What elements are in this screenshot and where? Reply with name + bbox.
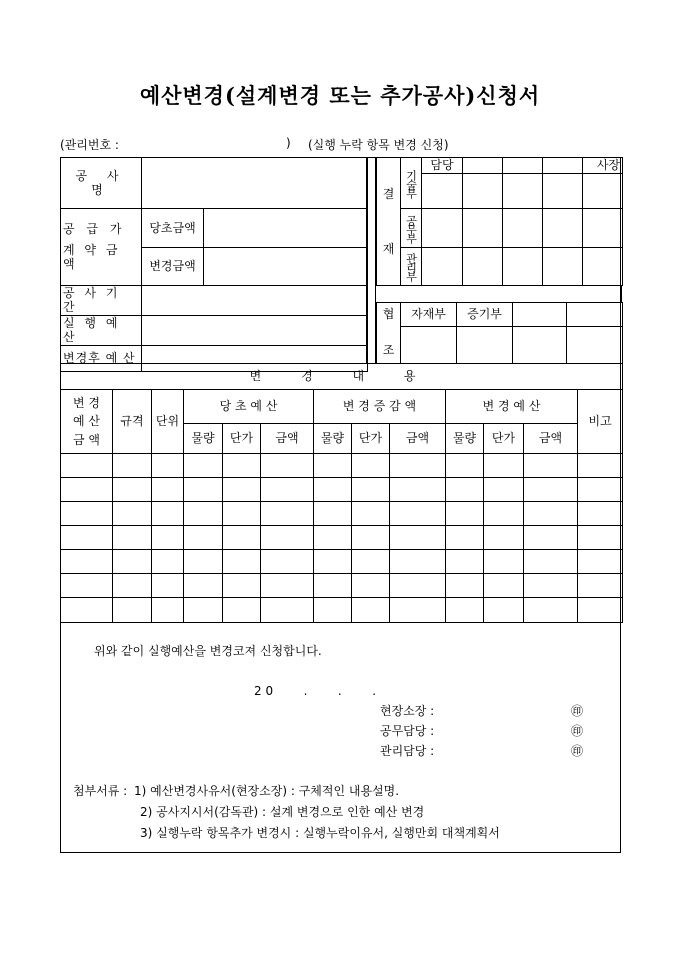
col-item xyxy=(61,390,113,454)
table-cell[interactable] xyxy=(223,478,261,502)
sign-cell[interactable] xyxy=(422,209,463,248)
table-cell[interactable] xyxy=(446,550,484,574)
sign-cell[interactable] xyxy=(543,209,583,248)
sign-cell[interactable] xyxy=(543,174,583,209)
cooperation-label-bottom: 조 xyxy=(382,343,395,358)
table-cell[interactable] xyxy=(61,454,113,478)
table-cell[interactable] xyxy=(223,526,261,550)
table-cell[interactable] xyxy=(390,478,446,502)
sign-cell[interactable] xyxy=(463,248,503,286)
table-row xyxy=(61,526,623,550)
table-row xyxy=(61,502,623,526)
table-cell[interactable] xyxy=(152,526,184,550)
table-cell[interactable] xyxy=(113,550,152,574)
sign-cell[interactable] xyxy=(583,209,623,248)
signature-management: 관리담당 : xyxy=(380,744,435,758)
table-cell[interactable] xyxy=(314,574,352,598)
sign-cell[interactable] xyxy=(457,327,513,364)
table-cell[interactable] xyxy=(113,598,152,623)
table-cell[interactable] xyxy=(578,478,623,502)
cooperation-label xyxy=(377,303,401,364)
project-name-label: 공 사 명 xyxy=(61,158,142,209)
table-cell[interactable] xyxy=(184,550,223,574)
table-cell[interactable] xyxy=(578,502,623,526)
seal-icon: ㊞ xyxy=(571,744,584,758)
table-cell[interactable] xyxy=(113,478,152,502)
col-item-line3: 금 액 xyxy=(73,432,100,447)
table-cell[interactable] xyxy=(446,502,484,526)
table-cell[interactable] xyxy=(446,574,484,598)
original-amount-field[interactable] xyxy=(204,209,368,248)
table-cell[interactable] xyxy=(113,454,152,478)
sub-qty: 물량 xyxy=(184,424,223,454)
table-cell[interactable] xyxy=(113,526,152,550)
exec-budget-field[interactable] xyxy=(142,315,368,345)
attachment-item: 2) 공사지시서(감독관) : 설계 변경으로 인한 예산 변경 xyxy=(140,805,425,819)
table-cell[interactable] xyxy=(578,454,623,478)
change-content-title: 변 경 내 용 xyxy=(61,364,623,390)
project-info-table xyxy=(60,157,368,372)
table-cell[interactable] xyxy=(352,478,390,502)
table-cell[interactable] xyxy=(261,526,314,550)
table-cell[interactable] xyxy=(314,478,352,502)
table-cell[interactable] xyxy=(390,454,446,478)
sign-cell[interactable] xyxy=(543,248,583,286)
table-cell[interactable] xyxy=(113,574,152,598)
table-cell[interactable] xyxy=(61,526,113,550)
seal-icon: ㊞ xyxy=(571,724,584,738)
approval-header-first: 담당 xyxy=(422,158,463,174)
subtitle: (실행 누락 항목 변경 신청) xyxy=(308,138,449,152)
table-cell[interactable] xyxy=(484,550,524,574)
col-item-line2: 예 산 xyxy=(73,414,100,429)
table-row xyxy=(61,478,623,502)
sign-cell[interactable] xyxy=(503,209,543,248)
signature-site-manager: 현장소장 : xyxy=(380,704,435,718)
table-cell[interactable] xyxy=(524,502,578,526)
changed-amount-field[interactable] xyxy=(204,248,368,286)
table-cell[interactable] xyxy=(446,526,484,550)
blank-row xyxy=(376,285,622,302)
sign-cell[interactable] xyxy=(503,174,543,209)
col-unit: 단위 xyxy=(152,390,184,454)
table-cell[interactable] xyxy=(152,598,184,623)
table-cell[interactable] xyxy=(61,478,113,502)
sign-cell[interactable] xyxy=(463,209,503,248)
approval-label-bottom: 재 xyxy=(382,241,395,256)
table-cell[interactable] xyxy=(152,478,184,502)
coop-dept-materials: 자재부 xyxy=(401,303,457,327)
cooperation-label-top: 협 xyxy=(382,307,395,321)
table-cell[interactable] xyxy=(314,550,352,574)
original-amount-label: 당초금액 xyxy=(142,209,204,248)
table-cell[interactable] xyxy=(223,454,261,478)
sub-amount: 금액 xyxy=(390,424,446,454)
col-remark: 비고 xyxy=(578,390,623,454)
table-cell[interactable] xyxy=(390,598,446,623)
table-row xyxy=(61,454,623,478)
table-cell[interactable] xyxy=(113,502,152,526)
sign-cell[interactable] xyxy=(463,174,503,209)
project-name-field[interactable] xyxy=(142,158,368,209)
coop-dept-steam: 증기부 xyxy=(457,303,513,327)
table-row xyxy=(61,550,623,574)
table-row xyxy=(61,574,623,598)
col-item-line1: 변 경 xyxy=(73,395,100,410)
sign-cell[interactable] xyxy=(422,248,463,286)
sub-price: 단가 xyxy=(223,424,261,454)
attachment-item: 1) 예산변경사유서(현장소장) : 구체적인 내용설명. xyxy=(134,784,400,798)
signature-construction: 공무담당 : xyxy=(380,724,435,738)
table-cell[interactable] xyxy=(184,598,223,623)
table-cell[interactable] xyxy=(578,526,623,550)
table-cell[interactable] xyxy=(61,598,113,623)
table-cell[interactable] xyxy=(184,526,223,550)
approval-label-top: 결 xyxy=(382,187,395,202)
table-cell[interactable] xyxy=(152,502,184,526)
change-rows xyxy=(61,454,623,623)
table-cell[interactable] xyxy=(446,454,484,478)
approval-header-last: 사장 xyxy=(583,158,623,174)
supply-price-line1: 공 급 가 xyxy=(63,222,126,237)
table-cell[interactable] xyxy=(261,574,314,598)
table-cell[interactable] xyxy=(352,550,390,574)
table-cell[interactable] xyxy=(524,526,578,550)
table-cell[interactable] xyxy=(314,454,352,478)
table-cell[interactable] xyxy=(61,574,113,598)
table-cell[interactable] xyxy=(223,574,261,598)
sign-cell[interactable] xyxy=(583,174,623,209)
attachments-label: 첨부서류 : xyxy=(73,784,128,798)
table-cell[interactable] xyxy=(261,550,314,574)
table-cell[interactable] xyxy=(352,502,390,526)
table-cell[interactable] xyxy=(152,550,184,574)
post-change-budget-label: 변경후 예 산 xyxy=(61,345,142,371)
table-cell[interactable] xyxy=(184,478,223,502)
table-cell[interactable] xyxy=(446,478,484,502)
table-row xyxy=(61,598,623,623)
management-no-label: (관리번호 : xyxy=(60,138,119,152)
table-cell[interactable] xyxy=(352,454,390,478)
table-cell[interactable] xyxy=(261,598,314,623)
table-cell[interactable] xyxy=(184,574,223,598)
table-cell[interactable] xyxy=(524,478,578,502)
table-cell[interactable] xyxy=(484,502,524,526)
table-cell[interactable] xyxy=(152,454,184,478)
table-cell[interactable] xyxy=(314,502,352,526)
table-cell[interactable] xyxy=(484,526,524,550)
table-cell[interactable] xyxy=(484,478,524,502)
table-cell[interactable] xyxy=(484,574,524,598)
table-cell[interactable] xyxy=(184,454,223,478)
table-cell[interactable] xyxy=(223,550,261,574)
sub-amount: 금액 xyxy=(261,424,314,454)
seal-icon: ㊞ xyxy=(571,704,584,718)
change-content-table xyxy=(60,363,623,623)
table-cell[interactable] xyxy=(390,502,446,526)
dept-management: 관리부 xyxy=(401,248,422,286)
statement: 위와 같이 실행예산을 변경코져 신청합니다. xyxy=(94,644,322,658)
table-cell[interactable] xyxy=(314,598,352,623)
exec-budget-label: 실 행 예 산 xyxy=(61,315,142,345)
col-spec: 규격 xyxy=(113,390,152,454)
period-label: 공 사 기 간 xyxy=(61,286,142,316)
sign-cell[interactable] xyxy=(513,327,567,364)
group-changed: 변 경 예 산 xyxy=(446,390,578,424)
table-cell[interactable] xyxy=(524,454,578,478)
dept-tech: 기술부 xyxy=(401,158,422,209)
table-cell[interactable] xyxy=(524,598,578,623)
supply-price-line2: 계 약 금 액 xyxy=(63,242,121,272)
sub-price: 단가 xyxy=(352,424,390,454)
table-cell[interactable] xyxy=(578,598,623,623)
sign-cell[interactable] xyxy=(503,248,543,286)
sub-amount: 금액 xyxy=(524,424,578,454)
sign-cell[interactable] xyxy=(583,248,623,286)
gap-column xyxy=(366,157,376,363)
table-cell[interactable] xyxy=(524,574,578,598)
table-cell[interactable] xyxy=(578,574,623,598)
sign-cell[interactable] xyxy=(422,174,463,209)
sign-cell[interactable] xyxy=(401,327,457,364)
cooperation-table xyxy=(376,302,623,364)
table-cell[interactable] xyxy=(352,574,390,598)
table-cell[interactable] xyxy=(352,598,390,623)
approval-label xyxy=(377,158,401,286)
dept-construction: 공무부 xyxy=(401,209,422,248)
approval-table xyxy=(376,157,623,286)
sign-cell[interactable] xyxy=(567,327,623,364)
group-delta: 변 경 증 감 액 xyxy=(314,390,446,424)
group-original: 당 초 예 산 xyxy=(184,390,314,424)
period-field[interactable] xyxy=(142,286,368,316)
table-cell[interactable] xyxy=(578,550,623,574)
table-cell[interactable] xyxy=(484,454,524,478)
date-line[interactable]: 2 0 . . . xyxy=(254,684,377,698)
table-cell[interactable] xyxy=(390,550,446,574)
changed-amount-label: 변경금액 xyxy=(142,248,204,286)
attachment-item: 3) 실행누락 항목추가 변경시 : 실행누락이유서, 실행만회 대책계획서 xyxy=(140,826,500,840)
table-cell[interactable] xyxy=(446,598,484,623)
table-cell[interactable] xyxy=(261,502,314,526)
sub-price: 단가 xyxy=(484,424,524,454)
table-cell[interactable] xyxy=(184,502,223,526)
sub-qty: 물량 xyxy=(314,424,352,454)
table-cell[interactable] xyxy=(223,502,261,526)
table-cell[interactable] xyxy=(314,526,352,550)
page-title: 예산변경(설계변경 또는 추가공사)신청서 xyxy=(139,83,541,108)
table-cell[interactable] xyxy=(152,574,184,598)
table-cell[interactable] xyxy=(223,598,261,623)
table-cell[interactable] xyxy=(390,526,446,550)
table-cell[interactable] xyxy=(352,526,390,550)
table-cell[interactable] xyxy=(61,550,113,574)
supply-price-label xyxy=(61,209,142,286)
table-cell[interactable] xyxy=(261,478,314,502)
table-cell[interactable] xyxy=(261,454,314,478)
table-cell[interactable] xyxy=(524,550,578,574)
table-cell[interactable] xyxy=(61,502,113,526)
management-no-close: ) xyxy=(286,136,291,150)
table-cell[interactable] xyxy=(390,574,446,598)
table-cell[interactable] xyxy=(484,598,524,623)
sub-qty: 물량 xyxy=(446,424,484,454)
